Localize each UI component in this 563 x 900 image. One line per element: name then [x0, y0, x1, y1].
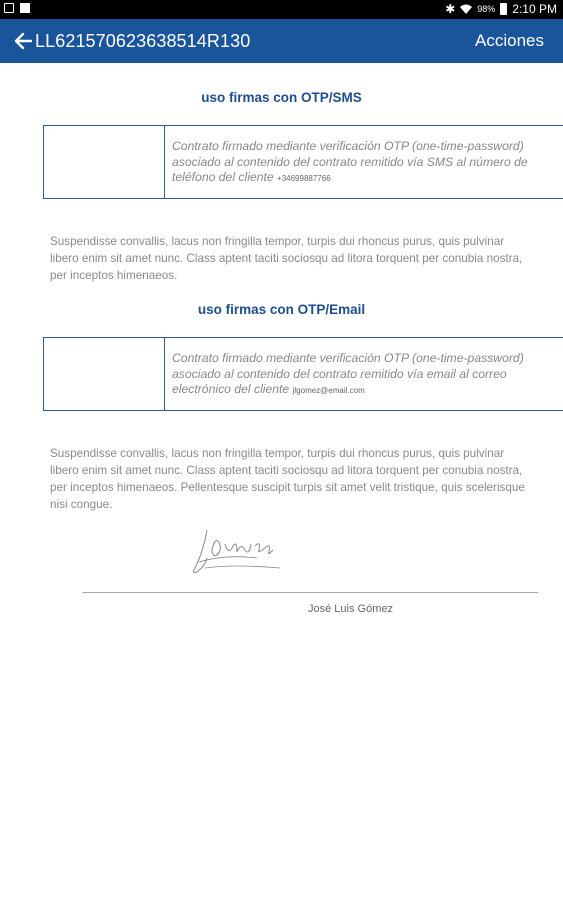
wifi-icon	[460, 4, 472, 14]
bluetooth-icon: ✱	[445, 2, 456, 16]
otp-sms-phone: +34699887766	[277, 174, 331, 183]
otp-email-description-block	[172, 351, 562, 399]
acciones-button[interactable]: Acciones	[475, 31, 544, 50]
section-title-email: uso firmas con OTP/Email	[197, 302, 366, 317]
otp-signature-cell	[44, 338, 165, 410]
otp-sms-box	[43, 125, 563, 199]
signature-line	[82, 592, 538, 593]
back-arrow-icon[interactable]	[14, 30, 32, 52]
signer-name: José Luis Gómez	[308, 603, 393, 615]
battery-percent: 98%	[477, 4, 496, 14]
status-bar-left	[4, 3, 30, 13]
clock: 2:10 PM	[512, 2, 557, 16]
app-bar	[0, 19, 563, 63]
handwritten-signature	[185, 522, 285, 577]
otp-sms-description: Contrato firmado mediante verificación OTP (one-time-password) asociado al contenido del contrato remitido vía SMS al número de teléfono del cliente	[172, 139, 528, 184]
paragraph-1: Suspendisse convallis, lacus non fringilla tempor, turpis dui rhoncus purus, quis pulvinar libero enim sit amet nunc. Class aptent taciti sociosqu ad litora torquent per conubia nostra, per inceptos himenaeos.	[50, 235, 523, 282]
paragraph-2: Suspendisse convallis, lacus non fringilla tempor, turpis dui rhoncus purus, quis pulvinar libero enim sit amet nunc. Class aptent taciti sociosqu ad litora torquent per conubia nostra, per inceptos himenaeos. Pellentesque suscipit turpis sit amet velit tristique, quis scelerisque nisi congue.	[50, 447, 525, 511]
image-icon	[20, 3, 30, 13]
otp-sms-description-block	[172, 139, 562, 187]
otp-email-box	[43, 337, 563, 411]
section-title-sms: uso firmas con OTP/SMS	[201, 90, 362, 105]
contract-id-title: LL621570623638514R130	[35, 31, 251, 51]
otp-email-address: jlgomez@email.com	[292, 386, 365, 395]
status-bar-right	[445, 2, 557, 16]
otp-email-description: Contrato firmado mediante verificación OTP (one-time-password) asociado al contenido del contrato remitido vía email al correo electrónico del cliente	[172, 351, 524, 396]
status-bar	[0, 0, 563, 19]
otp-signature-cell	[44, 126, 165, 198]
notification-box-icon	[4, 3, 14, 13]
battery-icon	[500, 3, 507, 15]
